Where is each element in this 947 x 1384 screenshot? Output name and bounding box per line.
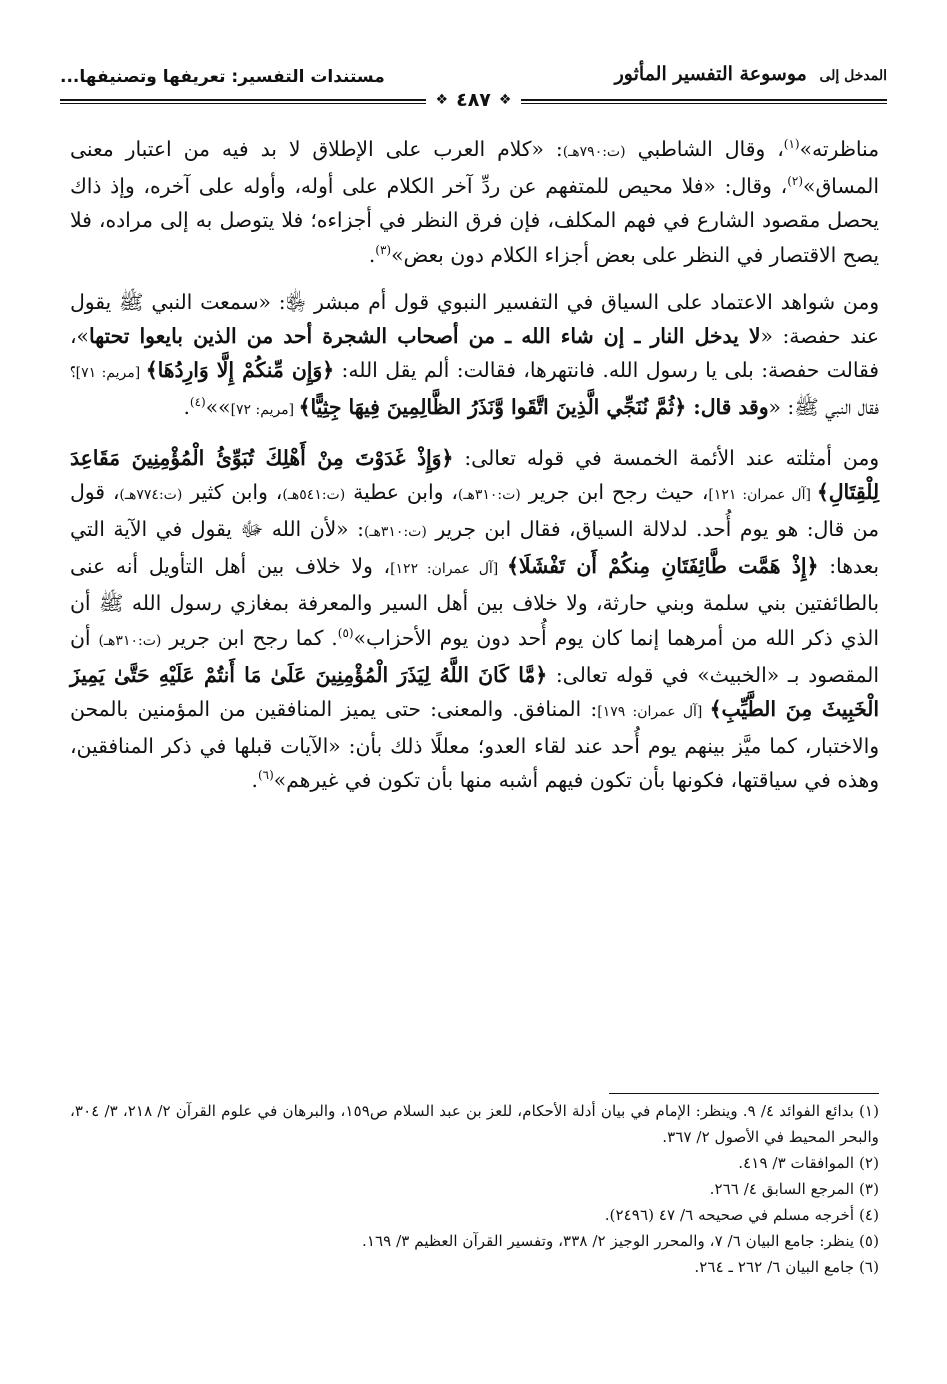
paragraph-2 — [70, 285, 879, 428]
death-date: (ت:٣١٠هـ) — [457, 486, 521, 503]
text-run: أن المقصود بـ «الخبيث» في قوله تعالى: — [70, 625, 880, 687]
paragraph-1 — [70, 132, 879, 272]
ornament-left-icon: ❖ — [435, 92, 449, 108]
text-run: ، قول من قال: هو يوم أُحد. لدلالة السياق، فقال ابن جرير — [70, 479, 879, 542]
footnote-ref-2[interactable]: (٢) — [787, 174, 804, 189]
text-run: »، فقالت حفصة: بلى يا رسول الله. فانتهرها، فقالت: ألم يقل الله: — [70, 324, 879, 383]
header-intro-label: المدخل إلى — [819, 68, 887, 84]
text-run: ومن شواهد الاعتماد على السياق في التفسير النبوي قول أم مبشر ﵂: «سمعت النبي ﷺ يقول عند حفصة: « — [70, 289, 879, 349]
ornament-right-icon: ❖ — [498, 92, 512, 108]
hadith-text: لا يدخل النار ـ إن شاء الله ـ من أصحاب الشجرة أحد من الذين بايعوا تحتها — [88, 324, 761, 349]
footnote-1: (١) بدائع الفوائد ٤/ ٩. وينظر: الإمام في بيان أدلة الأحكام، للعز بن عبد السلام ص١٥٩، والبرهان في علوم القرآن ٢/ ٢١٨، ٣/ ٣٠٤، والبحر المحيط في الأصول ٢/ ٣٦٧. — [70, 1102, 879, 1146]
footnote-ref-1[interactable]: (١) — [783, 137, 800, 152]
paragraph-3 — [70, 441, 879, 798]
verse-citation: [آل عمران: ١٢٢] — [390, 561, 508, 578]
death-date: (ت:٧٩٠هـ) — [562, 144, 626, 160]
quote-text: : «كلام العرب على الإطلاق لا بد فيه من اعتبار معنى المساق» — [70, 137, 879, 199]
death-date: (ت:٣١٠هـ) — [98, 632, 162, 649]
text-run: : المنافق. والمعنى: حتى يميز المنافقين من المؤمنين بالمحن والاختبار، كما ميَّز بينهم يوم أُحد عند لقاء العدو؛ معللًا ذلك بأن: «الآيات قبلها في ذكر المنافقين، وهذه في سياقتها، فكونها بأن تكون فيهم أشبه منها بأن تكون في غيرهم» — [70, 697, 879, 793]
quote-text: ، ولا خلاف بين أهل التأويل أنه عنى بالطائفتين بني سلمة وبني حارثة، ولا خلاف بين أهل السير والمعرفة بمغازي رسول الله ﷺ أن الذي ذكر الله من أمرهما إنما كان يوم أُحد دون يوم الأحزاب» — [70, 554, 879, 650]
footnote-4: (٤) أخرجه مسلم في صحيحه ٦/ ٤٧ (٢٤٩٦). — [604, 1206, 879, 1224]
footnote-separator — [609, 1093, 879, 1094]
quran-verse: ﴿مَّا كَانَ اللَّهُ لِيَذَرَ الْمُؤْمِنِينَ عَلَىٰ مَا أَنتُمْ عَلَيْهِ حَتَّىٰ يَمِيزَ الْخَبِيثَ مِنَ الطَّيِّبِ﴾ — [70, 662, 879, 722]
paragraph-gap — [70, 428, 879, 441]
text-run: ، وابن عطية — [345, 479, 458, 504]
text-run: ؟ فقال النبي ﷺ: « — [70, 358, 879, 420]
text-run: ، وابن كثير — [182, 479, 283, 504]
death-date: (ت:٧٧٤هـ) — [119, 486, 183, 503]
footnote-ref-4[interactable]: (٤) — [189, 395, 206, 410]
hadith-text: وقد قال: — [686, 395, 769, 420]
text-run: . كما رجح ابن جرير — [161, 625, 338, 650]
running-header — [60, 55, 887, 115]
book-title — [615, 63, 887, 85]
verse-citation: [آل عمران: ١٧٩] — [597, 704, 710, 721]
death-date: (ت:٥٤١هـ) — [282, 486, 346, 503]
quran-verse: ﴿إِذْ هَمَّت طَّائِفَتَانِ مِنكُمْ أَن تَفْشَلَا﴾ — [507, 554, 819, 579]
paragraph-gap — [70, 272, 879, 285]
text-run: . — [183, 395, 190, 420]
page-number: ٤٨٧ — [456, 89, 491, 111]
footnote-6: (٦) جامع البيان ٦/ ٢٦٢ ـ ٢٦٤. — [694, 1258, 879, 1276]
text-run: . — [368, 242, 376, 267]
quran-verse: ﴿وَإِن مِّنكُمْ إِلَّا وَارِدُهَا﴾ — [145, 358, 335, 383]
text-run: ، وقال الشاطبي — [625, 137, 784, 161]
footnote-2: (٢) الموافقات ٣/ ٤١٩. — [738, 1154, 879, 1172]
verse-citation: [مريم: ٧٢] — [230, 402, 299, 419]
text-run: مناظرته» — [799, 137, 879, 161]
footnote-5: (٥) ينظر: جامع البيان ٦/ ٧، والمحرر الوجيز ٢/ ٣٣٨، وتفسير القرآن العظيم ٣/ ١٦٩. — [362, 1232, 879, 1250]
verse-citation: [آل عمران: ١٢١] — [708, 486, 817, 503]
header-book-title: موسوعة التفسير المأثور — [614, 63, 807, 85]
section-title: مستندات التفسير: تعريفها وتصنيفها... — [60, 67, 385, 87]
quran-verse: ﴿وَإِذْ غَدَوْتَ مِنْ أَهْلِكَ تُبَوِّئُ الْمُؤْمِنِينَ مَقَاعِدَ لِلْقِتَالِ﴾ — [70, 445, 879, 504]
footnotes — [70, 1098, 879, 1280]
footnote-3: (٣) المرجع السابق ٤/ ٢٦٦. — [709, 1180, 879, 1198]
verse-citation: [مريم: ٧١] — [75, 365, 146, 382]
quran-verse: ﴿ثُمَّ نُنَجِّي الَّذِينَ اتَّقَوا وَّنَذَرُ الظَّالِمِينَ فِيهَا جِثِيًّا﴾ — [298, 395, 687, 420]
text-run: . — [251, 768, 258, 793]
text-run: ، حيث رجح ابن جرير — [520, 479, 709, 504]
footnote-ref-5[interactable]: (٥) — [337, 625, 354, 640]
quote-text: : «لأن الله ﷻ يقول في الآية التي بعدها: — [70, 517, 880, 579]
footnote-ref-6[interactable]: (٦) — [257, 768, 274, 783]
page-number-box — [426, 89, 522, 111]
text-run: ومن أمثلته عند الأئمة الخمسة في قوله تعالى: — [453, 445, 879, 470]
death-date: (ت:٣١٠هـ) — [363, 524, 427, 541]
main-text — [70, 132, 879, 798]
text-run: »» — [205, 395, 231, 420]
quote-text: ، وقال: «فلا محيص للمتفهم عن ردِّ آخر الكلام على أوله، وأوله على آخره، وإذ ذاك يحصل مقصود الشارع في فهم المكلف، فإن فرق النظر في أجزاءه؛ فلا يتوصل به إلى مراده، فلا يصح الاقتصار في النظر على بعض أجزاء الكلام دون بعض» — [70, 174, 879, 267]
footnote-ref-3[interactable]: (٣) — [375, 242, 392, 257]
